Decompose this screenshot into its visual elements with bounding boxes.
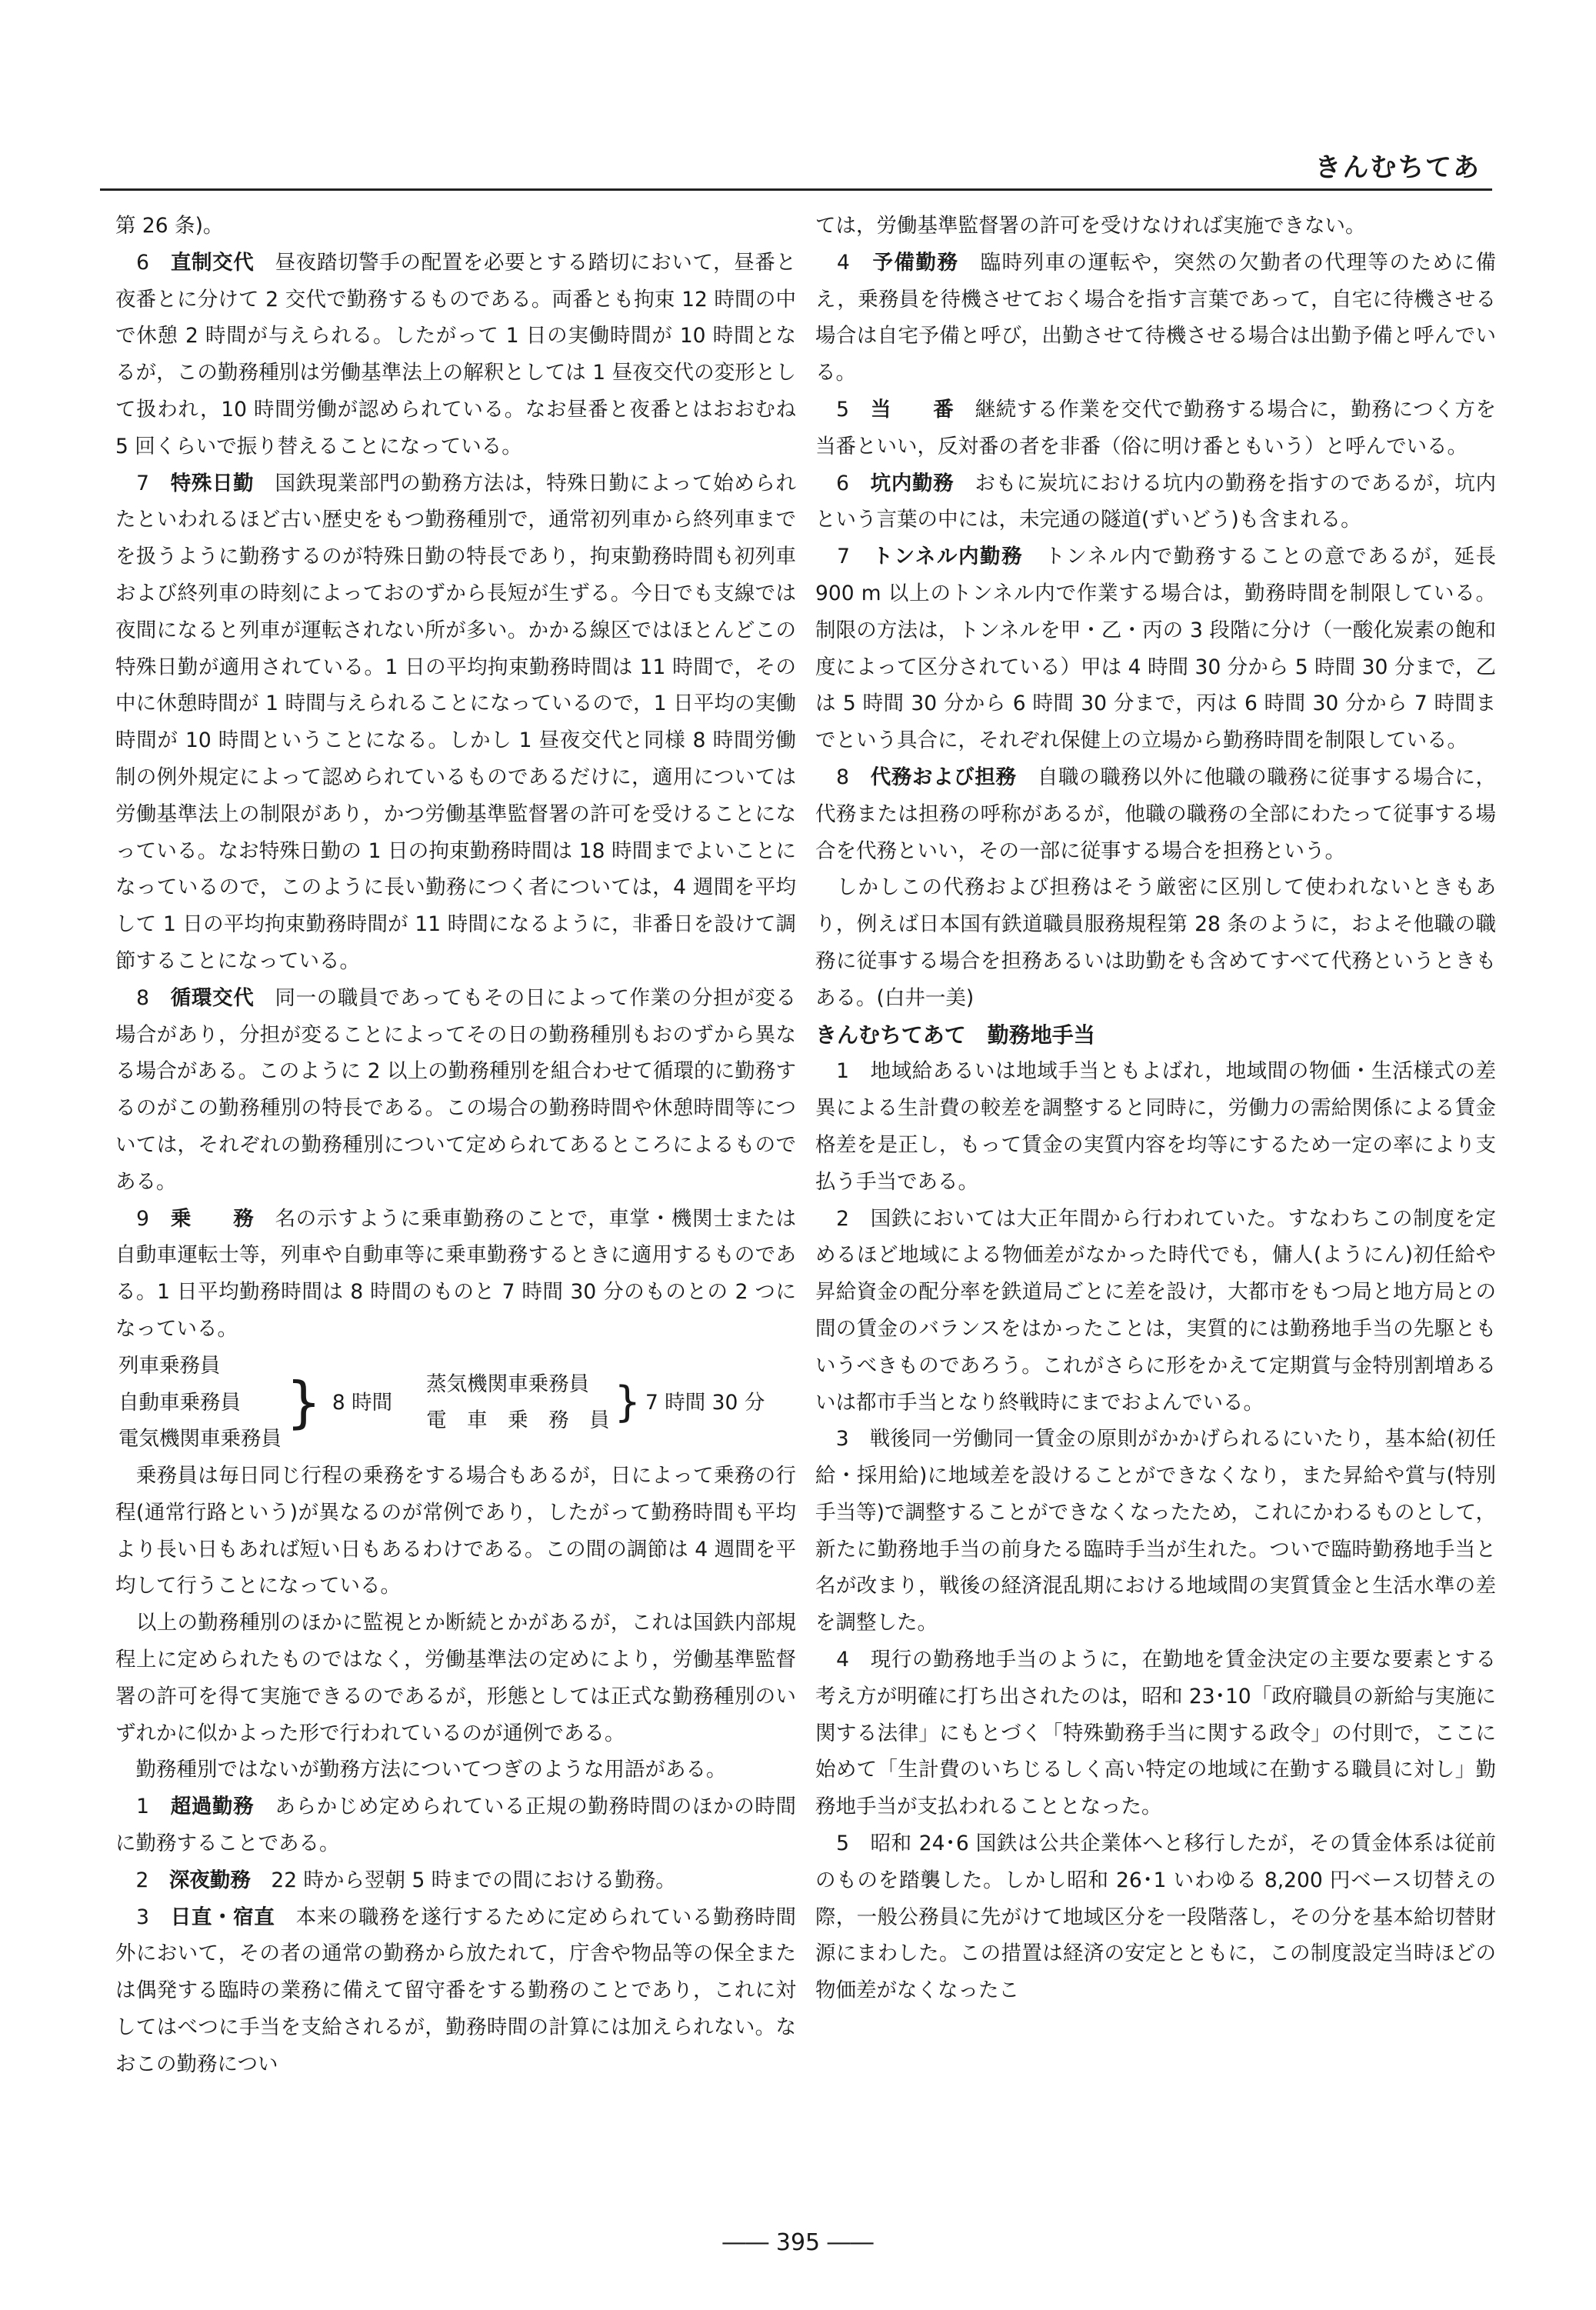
paragraph: 2 国鉄においては大正年間から行われていた。すなわちこの制度を定めるほど地域による物価差がなかった時代でも，傭人(ようにん)初任給や昇給資金の配分率を鉄道局ごとに差を設け，大都市をもつ局と地方局との間の賃金のバランスをはかったことは，実質的には勤務地手当の先駆ともいうべきものであろう。これがさらに形をかえて定期賞与金特別割増あるいは都市手当となり終戦時にまでおよんでいる。 xyxy=(815,1206,1497,1415)
paragraph: 8 代務および担務 自職の職務以外に他職の職務に従事する場合に，代務または担務の呼称があるが，他職の職務の全部にわたって従事する場合を代務といい，その一部に従事する場合を担務という。 xyxy=(815,765,1497,863)
crew-group-a: 列車乗務員 自動車乗務員 電気機関車乗務員 xyxy=(118,1353,282,1452)
paragraph: 5 当 番 継続する作業を交代で勤務する場合に，勤務につく方を当番といい，反対番の者を非番（俗に明け番ともいう）と呼んでいる。 xyxy=(815,397,1497,458)
paragraph: ては，労働基準監督署の許可を受けなければ実施できない。 xyxy=(815,214,1366,238)
paragraph: 1 地域給あるいは地域手当ともよばれ，地域間の物価・生活様式の差異による生計費の較差を調整すると同時に，労働力の需給関係による賃金格差を是正し，もって賃金の実質内容を均等にするため一定の率により支払う手当である。 xyxy=(815,1059,1497,1194)
paragraph: 7 トンネル内勤務 トンネル内で勤務することの意であるが，延長 900 m 以上のトンネル内で作業する場合は，勤務時間を制限している。制限の方法は，トンネルを甲・乙・丙の 3 段階に分け（一酸化炭素の飽和度によって区分されている）甲は 4 時間 30 分から 5 時間 30 分まで，乙は 5 時間 30 分から 6 時間 30 分まで，丙は 6 時間 30 分から 7 時間までという具合に，それぞれ保健上の立場から勤務時間を制限している。 xyxy=(815,545,1496,753)
term: 乗 務 xyxy=(170,1206,255,1231)
paragraph: 第 26 条)。 xyxy=(115,214,224,238)
term: トンネル内勤務 xyxy=(872,545,1024,569)
paragraph: 3 日直・宿直 本来の職務を遂行するために定められている勤務時間外において，その者の通常の勤務から放たれて，庁舎や物品等の保全または偶発する臨時の業務に備えて留守番をする勤務のことであり，これに対してはべつに手当を支給されるが，勤務時間の計算には加えられない。なおこの勤務につい xyxy=(115,1905,797,2076)
left-column xyxy=(115,208,796,2083)
paragraph: 8 循環交代 同一の職員であってもその日によって作業の分担が変る場合があり，分担が変ることによってその日の勤務種別もおのずから異なる場合がある。このように 2 以上の勤務種別を組合わせて循環的に勤務するのがこの勤務種別の特長である。この場合の勤務時間や休憩時間等については，それぞれの勤務種別について定められてあるところによるものである。 xyxy=(115,985,797,1194)
term: 日直・宿直 xyxy=(170,1905,275,1929)
paragraph: 9 乗 務 名の示すように乗車勤務のことで，車掌・機関士または自動車運転士等，列車や自動車等に乗車勤務するときに適用するものである。1 日平均勤務時間は 8 時間のものと 7 時間 30 分のものとの 2 つになっている。 xyxy=(115,1206,797,1341)
term: 循環交代 xyxy=(170,985,255,1010)
paragraph: 7 特殊日勤 国鉄現業部門の勤務方法は，特殊日勤によって始められたといわれるほど古い歴史をもつ勤務種別で，通常初列車から終列車までを扱うように勤務するのが特殊日勤の特長であり，拘束勤務時間も初列車および終列車の時刻によっておのずから長短が生ずる。今日でも支線では夜間になると列車が運転されない所が多い。かかる線区ではほとんどこの特殊日勤が適用されている。1 日の平均拘束勤務時間は 11 時間で，その中に休憩時間が 1 時間与えられることになっているので，1 日平均の実働時間が 10 時間ということになる。しかし 1 昼夜交代と同様 8 時間労働制の例外規定によって認められているものであるだけに，適用については労働基準法上の制限があり，かつ労働基準監督署の許可を受けることになっている。なお特殊日勤の 1 日の拘束勤務時間は 18 時間までよいことになっているので，このように長い勤務につく者については，4 週間を平均して 1 日の平均拘束勤務時間が 11 時間になるように，非番日を設けて調節することになっている。 xyxy=(115,471,797,973)
paragraph: しかしこの代務および担務はそう厳密に区別して使われないときもあり，例えば日本国有鉄道職員服務規程第 28 条のように，およそ他職の職務に従事する場合を担務あるいは助勤をも含めてすべて代務というときもある。(白井一美) xyxy=(815,875,1497,1010)
brace: } xyxy=(614,1378,641,1427)
paragraph: 5 昭和 24･6 国鉄は公共企業体へと移行したが，その賃金体系は従前のものを踏襲した。しかし昭和 26･1 いわゆる 8,200 円ベース切替えの際，一般公務員に先がけて地域区分を一段階落し，その分を基本給切替財源にまわした。この措置は経済の安定とともに，この制度設定当時ほどの物価差がなくなったこ xyxy=(815,1832,1497,2003)
header-rule xyxy=(100,188,1492,191)
term: 当 番 xyxy=(870,397,955,422)
paragraph: 勤務種別ではないが勤務方法についてつぎのような用語がある。 xyxy=(135,1758,727,1782)
term: 直制交代 xyxy=(170,250,255,275)
paragraph: 4 予備勤務 臨時列車の運転や，突然の欠勤者の代理等のために備え，乗務員を待機させておく場合を指す言葉であって，自宅に待機させる場合は自宅予備と呼び，出勤させて待機させる場合は出勤予備と呼んでいる。 xyxy=(815,250,1497,385)
paragraph: 乗務員は毎日同じ行程の乗務をする場合もあるが，日によって乗務の行程(通常行路という)が異なるのが常例であり，したがって勤務時間も平均より長い日もあれば短い日もあるわけである。この間の調節は 4 週間を平均して行うことになっている。 xyxy=(115,1464,796,1598)
crew-group-b: 蒸気機関車乗務員 電 車 乗 務 員 xyxy=(426,1372,610,1433)
crew-group-b-hours: 7 時間 30 分 xyxy=(645,1390,765,1415)
paragraph: 6 直制交代 昼夜踏切警手の配置を必要とする踏切において，昼番と夜番とに分けて 2 交代で勤務するものである。両番とも拘束 12 時間の中で休憩 2 時間が与えられる。したがって 1 日の実働時間が 10 時間となるが，この勤務種別は労働基準法上の解釈としては 1 昼夜交代の変形として扱われ，10 時間労働が認められている。なお昼番と夜番とはおおむね 5 回くらいで振り替えることになっている。 xyxy=(115,250,797,458)
entry-heading: きんむちてあて 勤務地手当 xyxy=(815,1022,1095,1048)
running-header: きんむちてあ xyxy=(1314,152,1481,183)
right-column xyxy=(815,208,1496,2009)
crew-hours-table xyxy=(118,1348,796,1458)
page-number: ―― 395 ―― xyxy=(722,2229,874,2256)
paragraph: 2 深夜勤務 22 時から翌朝 5 時までの間における勤務。 xyxy=(135,1868,676,1892)
paragraph: 4 現行の勤務地手当のように，在勤地を賃金決定の主要な要素とする考え方が明確に打ち出されたのは，昭和 23･10「政府職員の新給与実施に関する法律」にもとづく「特殊勤務手当に関する政令」の付則で，ここに始めて「生計費のいちじるしく高い特定の地域に在勤する職員に対し」勤務地手当が支払われることとなった。 xyxy=(815,1648,1497,1819)
term: 坑内勤務 xyxy=(870,471,955,495)
crew-group-a-hours: 8 時間 xyxy=(332,1390,393,1415)
paragraph: 1 超過勤務 あらかじめ定められている正規の勤務時間のほかの時間に勤務することである。 xyxy=(115,1795,797,1856)
brace: } xyxy=(286,1370,322,1435)
paragraph: 6 坑内勤務 おもに炭坑における坑内の勤務を指すのであるが，坑内という言葉の中には，未完通の隧道(ずいどう)も含まれる。 xyxy=(815,471,1497,532)
term: 特殊日勤 xyxy=(170,471,255,495)
term: 深夜勤務 xyxy=(168,1868,251,1892)
term: 予備勤務 xyxy=(872,250,959,275)
term: 代務および担務 xyxy=(870,765,1017,789)
paragraph: 以上の勤務種別のほかに監視とか断続とかがあるが，これは国鉄内部規程上に定められたものではなく，労働基準法の定めにより，労働基準監督署の許可を得て実施できるのであるが，形態としては正式な勤務種別のいずれかに似かよった形で行われているのが通例である。 xyxy=(115,1611,796,1745)
term: 超過勤務 xyxy=(170,1795,255,1819)
paragraph: 3 戦後同一労働同一賃金の原則がかかげられるにいたり，基本給(初任給・採用給)に地域差を設けることができなくなり，また昇給や賞与(特別手当等)で調整することができなくなったため，これにかわるものとして，新たに勤務地手当の前身たる臨時手当が生れた。ついで臨時勤務地手当と名が改まり，戦後の経済混乱期における地域間の実質賃金と生活水準の差を調整した。 xyxy=(815,1427,1496,1635)
